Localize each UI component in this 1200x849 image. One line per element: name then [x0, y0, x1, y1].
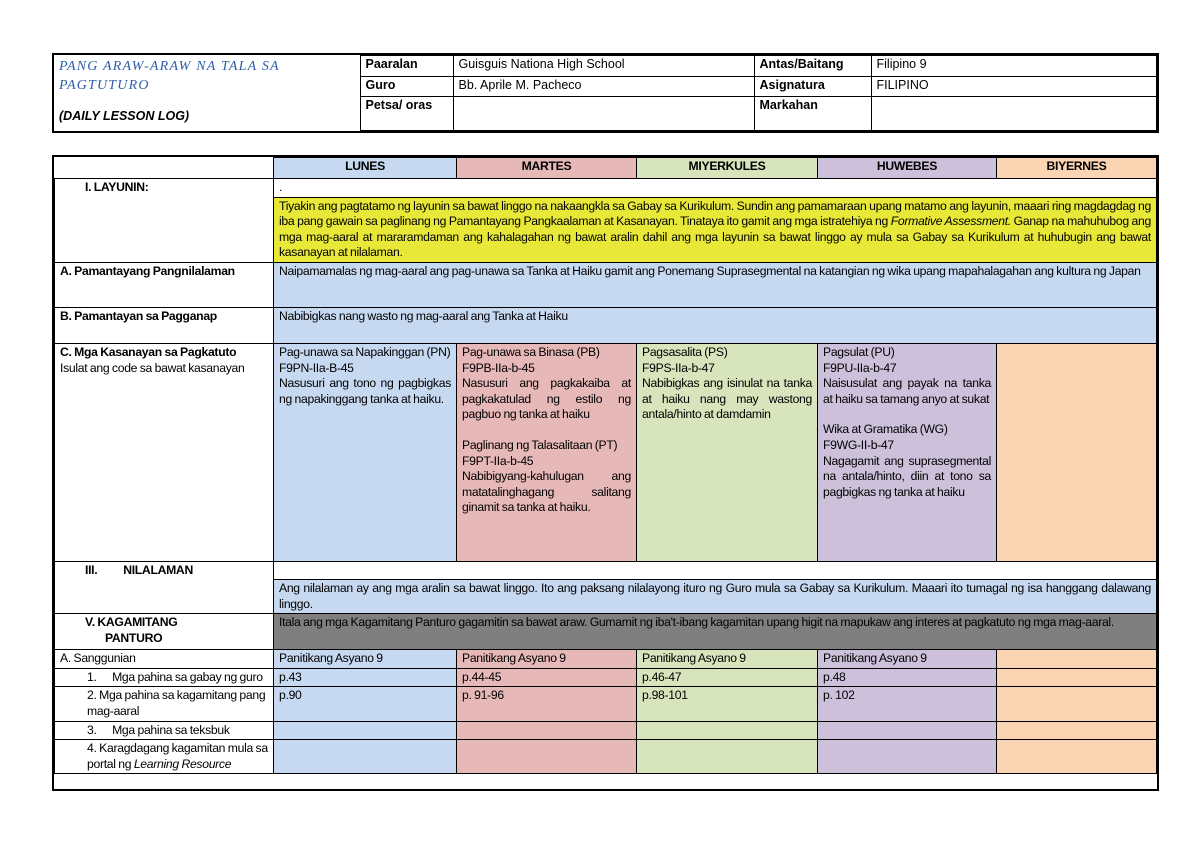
portal-miyerkules	[637, 740, 818, 774]
log-subtitle: (DAILY LESSON LOG)	[59, 108, 190, 123]
pagganap-text: Nabibigkas nang wasto ng mag-aaral ang Tanka at Haiku	[274, 307, 1157, 343]
nilalaman-blank	[274, 561, 1157, 579]
sanggunian-row	[55, 650, 1157, 669]
markahan-label: Markahan	[754, 97, 871, 131]
teksbuk-lunes	[274, 721, 457, 740]
day-miyerkules: MIYERKULES	[637, 158, 818, 179]
nilalaman-text: Ang nilalaman ay ang mga aralin sa bawat linggo. Ito ang paksang nilalayong ituro ng Guro mula sa Gabay sa Kurikulum. Maaari ito tumagal ng isa hanggang dalawang linggo.	[274, 579, 1157, 613]
log-title: PANG ARAW-ARAW NA TALA SA PAGTUTURO	[59, 58, 280, 93]
pagganap-label: B. Pamantayan sa Pagganap	[55, 307, 274, 343]
lesson-log-header	[52, 53, 1159, 133]
sanggunian-label: A. Sanggunian	[55, 650, 274, 669]
sanggunian-lunes: Panitikang Asyano 9	[274, 650, 457, 669]
petsa-label: Petsa/ oras	[360, 97, 453, 131]
kasanayan-label-cell	[55, 343, 274, 561]
kasanayan-biyernes	[997, 343, 1157, 561]
kagamitang-miyerkules: p.98-101	[637, 687, 818, 721]
gabay-guro-miyerkules: p.46-47	[637, 668, 818, 687]
teksbuk-martes	[457, 721, 637, 740]
table-row	[55, 687, 1157, 721]
gabay-guro-label: 1. Mga pahina sa gabay ng guro	[55, 668, 274, 687]
teksbuk-biyernes	[997, 721, 1157, 740]
kagamitang-pang-mag-aaral-label: 2. Mga pahina sa kagamitang pang mag-aaral	[55, 687, 274, 721]
sanggunian-huwebes: Panitikang Asyano 9	[818, 650, 997, 669]
kasanayan-lunes: Pag-unawa sa Napakinggan (PN) F9PN-IIa-B-45 Nasusuri ang tono ng pagbigkas ng napakinggang tanka at haiku.	[274, 343, 457, 561]
paaralan-value: Guisguis Nationa High School	[453, 56, 754, 77]
kagamitang-biyernes	[997, 687, 1157, 721]
kasanayan-huwebes: Pagsulat (PU) F9PU-IIa-b-47 Naisusulat ang payak na tanka at haiku sa tamang anyo at sukat Wika at Gramatika (WG) F9WG-II-b-47 Nagagamit ang suprasegmental na antala/hinto, diin at tono sa pagbigkas ng tanka at haiku	[818, 343, 997, 561]
layunin-label: I. LAYUNIN:	[55, 179, 274, 263]
guro-label: Guro	[360, 77, 453, 97]
kasanayan-label: C. Mga Kasanayan sa Pagkatuto	[60, 344, 237, 359]
asignatura-value: FILIPINO	[871, 77, 1157, 97]
days-header-row	[55, 158, 1157, 179]
nilalaman-label: III. NILALAMAN	[55, 561, 274, 613]
table-row	[55, 721, 1157, 740]
day-lunes: LUNES	[274, 158, 457, 179]
gabay-guro-martes: p.44-45	[457, 668, 637, 687]
sanggunian-biyernes	[997, 650, 1157, 669]
antas-value: Filipino 9	[871, 56, 1157, 77]
layunin-dot: .	[274, 179, 1157, 198]
asignatura-label: Asignatura	[754, 77, 871, 97]
log-title-cell	[54, 56, 360, 131]
kasanayan-miyerkules: Pagsasalita (PS) F9PS-IIa-b-47 Nabibigkas ang isinulat na tanka at haiku nang may wastong antala/hinto at damdamin	[637, 343, 818, 561]
teksbuk-huwebes	[818, 721, 997, 740]
portal-biyernes	[997, 740, 1157, 774]
gabay-guro-huwebes: p.48	[818, 668, 997, 687]
day-biyernes: BIYERNES	[997, 158, 1157, 179]
portal-lunes	[274, 740, 457, 774]
antas-label: Antas/Baitang	[754, 56, 871, 77]
table-row	[55, 668, 1157, 687]
teksbuk-label: 3. Mga pahina sa teksbuk	[55, 721, 274, 740]
kagamitang-martes: p. 91-96	[457, 687, 637, 721]
day-huwebes: HUWEBES	[818, 158, 997, 179]
teksbuk-miyerkules	[637, 721, 818, 740]
kagamitang-huwebes: p. 102	[818, 687, 997, 721]
guro-value: Bb. Aprile M. Pacheco	[453, 77, 754, 97]
petsa-value	[453, 97, 754, 131]
kagamitang-lunes: p.90	[274, 687, 457, 721]
learning-resource-label: 4. Karagdagang kagamitan mula sa portal ng Learning Resource	[55, 740, 274, 774]
layunin-description: Tiyakin ang pagtatamo ng layunin sa bawat linggo na nakaangkla sa Gabay sa Kurikulum. Sundin ang pamamaraan upang matamo ang layunin, maaari ring magdagdag ng iba pang gawain sa paglinang ng Pamantayang Pangkaalaman at Kasanayan. Tinataya ito gamit ang mga istratehiya ng Formative Assessment. Ganap na mahuhubog ang mga mag-aaral at mararamdaman ang kahalagahan ng bawat aralin dahil ang mga layunin sa bawat linggo ay mula sa Gabay sa Kurikulum at huhubugin ang bawat kasanayan at nilalaman.	[274, 197, 1157, 262]
portal-huwebes	[818, 740, 997, 774]
kagamitan-label: V. KAGAMITANG PANTURO	[55, 614, 274, 650]
paaralan-label: Paaralan	[360, 56, 453, 77]
pangnilalaman-label: A. Pamantayang Pangnilalaman	[55, 262, 274, 307]
lesson-log-table	[52, 155, 1159, 791]
sanggunian-miyerkules: Panitikang Asyano 9	[637, 650, 818, 669]
kasanayan-martes: Pag-unawa sa Binasa (PB) F9PB-IIa-b-45 Nasusuri ang pagkakaiba at pagkakatulad ng estilo ng pagbuo ng tanka at haiku Paglinang ng Talasalitaan (PT) F9PT-IIa-b-45 Nabibigyang-kahulugan ang matatalinghagang salitang ginamit sa tanka at haiku.	[457, 343, 637, 561]
gabay-guro-lunes: p.43	[274, 668, 457, 687]
markahan-value	[871, 97, 1157, 131]
pangnilalaman-text: Naipamamalas ng mag-aaral ang pag-unawa sa Tanka at Haiku gamit ang Ponemang Suprasegmental na katangian ng wika upang mapahalagahan ang kultura ng Japan	[274, 262, 1157, 307]
gabay-guro-biyernes	[997, 668, 1157, 687]
day-martes: MARTES	[457, 158, 637, 179]
kasanayan-sublabel: Isulat ang code sa bawat kasanayan	[60, 360, 245, 375]
sanggunian-martes: Panitikang Asyano 9	[457, 650, 637, 669]
table-row	[55, 740, 1157, 774]
corner-cell	[55, 158, 274, 179]
kasanayan-row	[55, 343, 1157, 561]
portal-martes	[457, 740, 637, 774]
kagamitan-text: Itala ang mga Kagamitang Panturo gagamitin sa bawat araw. Gumamit ng iba't-ibang kagamitan upang higit na mapukaw ang interes at pagkatuto ng mga mag-aaral.	[274, 614, 1157, 650]
